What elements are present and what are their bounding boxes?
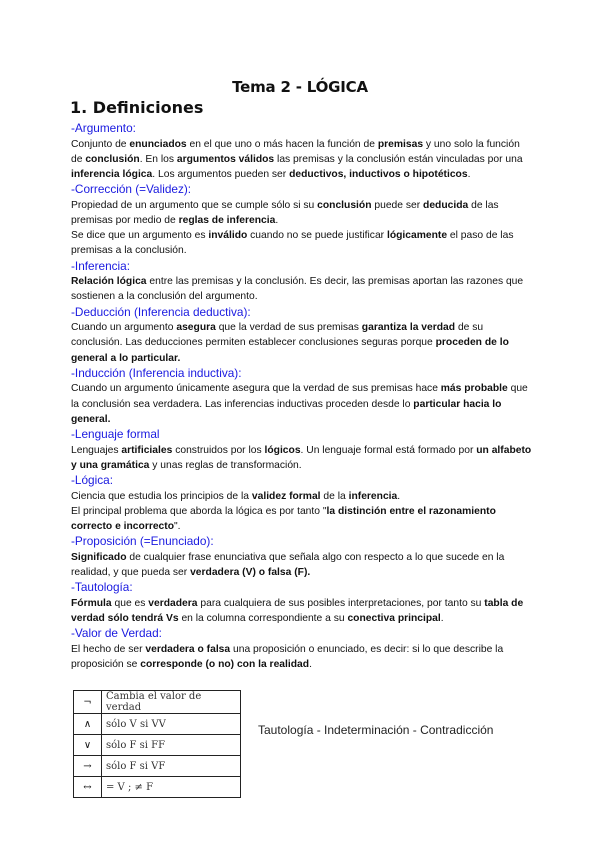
connective-description: sólo F si VF (102, 756, 241, 777)
bold-text: reglas de inferencia (178, 215, 276, 226)
definitions-list (71, 121, 533, 672)
bold-text: particular hacia lo general. (71, 398, 502, 425)
text-run: en la columna correspondiente a su (178, 613, 348, 625)
connective-symbol: ∧ (74, 714, 102, 735)
bold-text: conclusión (85, 153, 140, 165)
connective-description: Cambia el valor de verdad (102, 691, 241, 714)
bold-text: asegura (176, 322, 216, 334)
definition-term: -Argumento: (71, 121, 136, 135)
definition-term: -Proposición (=Enunciado): (71, 534, 214, 549)
text-run: de las premisas por medio de (71, 199, 499, 226)
bold-text: artificiales (121, 444, 173, 456)
bold-text: inferencia lógica (71, 169, 153, 180)
definition-text (71, 320, 533, 366)
text-run: Conjunto de (71, 138, 130, 150)
bold-text: un alfabeto y una gramática (71, 444, 532, 471)
bold-text: verdadera (V) o falsa (F). (190, 567, 311, 579)
connectives-table (73, 690, 241, 798)
text-run: Cuando un argumento únicamente asegura que la verdad de sus premisas hace (71, 383, 441, 395)
bold-text: verdadera (148, 597, 198, 609)
bold-text: corresponde (o no) con la realidad (140, 659, 310, 671)
page-title: Tema 2 - LÓGICA (232, 78, 368, 96)
text-run: cuando no se puede justificar (247, 230, 387, 242)
definition-block (71, 473, 533, 534)
text-run: El principal problema que aborda la lógica es por tanto " (71, 505, 327, 517)
connective-symbol: ∨ (74, 735, 102, 756)
text-run: y uno solo la función de (71, 138, 520, 165)
bold-text: inferencia (348, 490, 398, 502)
bold-text: argumentos válidos (176, 153, 275, 165)
text-run: . En los (139, 153, 177, 165)
bold-text: conectiva principal (347, 613, 441, 625)
text-run: Cuando un argumento (71, 322, 177, 334)
bold-text: premisas (377, 138, 424, 150)
connective-row (74, 756, 241, 777)
bold-text: la distinción entre el razonamiento correcto e incorrecto (71, 505, 496, 533)
definition-text (71, 642, 533, 672)
text-run: puede ser (371, 199, 424, 211)
connective-symbol: ↔ (74, 777, 102, 798)
connectives-table-wrap (73, 690, 241, 798)
text-run: de la (320, 490, 349, 502)
bold-text: inválido (208, 230, 248, 242)
side-note: Tautología - Indeterminación - Contradicción (258, 723, 494, 737)
text-run: entre las premisas y la conclusión. Es decir, las premisas aportan las razones que sostienen a la conclusión del argumento. (71, 276, 524, 303)
text-run: una proposición o enunciado, es decir: si lo que describe la proposición se (71, 643, 504, 671)
definition-block (71, 121, 533, 182)
text-run: . (309, 659, 312, 671)
section-heading: 1. Definiciones (70, 98, 204, 117)
bold-text: lógicos (264, 444, 301, 456)
text-run: . (467, 169, 471, 180)
text-run: El hecho de ser (71, 643, 146, 655)
definition-term: -Inferencia: (71, 258, 131, 273)
connective-description: sólo V si VV (102, 714, 241, 735)
definition-text (71, 489, 533, 535)
definition-term: -Deducción (Inferencia deductiva): (71, 304, 251, 319)
definition-block (71, 259, 533, 305)
text-run: . Un lenguaje formal está formado por (300, 444, 477, 456)
definition-term: -Lógica: (71, 473, 113, 488)
bold-text: garantiza la verdad (361, 322, 456, 334)
definition-text (71, 137, 533, 183)
definition-text (71, 596, 533, 626)
connective-description: = V ; ≠ F (102, 777, 241, 798)
text-run: Se dice que un argumento es (71, 230, 209, 242)
text-run: Propiedad de un argumento que se cumple sólo si su (71, 199, 318, 211)
text-run: que es (111, 597, 149, 609)
definition-term: -Inducción (Inferencia inductiva): (71, 365, 242, 380)
connective-symbol: ¬ (74, 691, 102, 714)
text-run: para cualquiera de sus posibles interpretaciones, por tanto su (197, 597, 485, 609)
definition-text (71, 381, 533, 427)
text-run: y unas reglas de transformación. (149, 459, 302, 471)
definition-text (71, 550, 533, 580)
definition-block (71, 427, 533, 473)
text-run: construidos por los (172, 444, 265, 456)
bold-text: deducida (423, 199, 469, 211)
text-run: en el que uno o más hacen la función de (186, 138, 378, 150)
text-run: Lenguajes (71, 444, 122, 456)
connective-row (74, 735, 241, 756)
text-run: que la verdad de sus premisas (215, 322, 362, 334)
bold-text: lógicamente (386, 230, 448, 242)
bold-text: Relación lógica (71, 276, 147, 288)
text-run: el paso de las premisas a la conclusión. (71, 230, 514, 257)
bold-text: proceden de lo general a lo particular. (71, 337, 509, 364)
definition-block (71, 182, 533, 258)
bold-text: Significado (71, 551, 127, 563)
text-run: de su conclusión. Las deducciones permiten establecer conclusiones seguras porque (71, 322, 484, 349)
bold-text: Fórmula (71, 597, 112, 609)
bold-text: más probable (440, 383, 508, 395)
text-run: las premisas y la conclusión están vinculadas por una (274, 153, 523, 165)
bold-text: validez formal (251, 490, 321, 502)
connective-description: sólo F si FF (102, 735, 241, 756)
definition-text (71, 274, 533, 304)
definition-term: -Valor de Verdad: (71, 626, 162, 641)
bold-text: verdadera o falsa (145, 643, 231, 655)
definition-term: -Corrección (=Validez): (71, 182, 192, 197)
text-run: . (397, 490, 401, 502)
definition-block (71, 580, 533, 626)
definition-text (71, 198, 533, 259)
definition-block (71, 305, 533, 366)
definition-term: -Tautología: (71, 580, 133, 595)
text-run: . Los argumentos pueden ser (152, 169, 290, 180)
bold-text: deductivos, inductivos o hipotéticos (289, 169, 468, 180)
connective-row (74, 714, 241, 735)
definition-block (71, 366, 533, 427)
connective-symbol: → (74, 756, 102, 777)
connective-row (74, 777, 241, 798)
bold-text: conclusión (317, 199, 372, 211)
text-run: Ciencia que estudia los principios de la (71, 490, 252, 502)
connective-row (74, 691, 241, 714)
text-run: que la conclusión sea verdadera. Las inferencias inductivas proceden desde lo (71, 383, 528, 410)
text-run: de cualquier frase enunciativa que señala algo con respecto a lo que sucede en la realidad, y que pueda ser (71, 551, 505, 579)
definition-block (71, 626, 533, 672)
definition-term: -Lenguaje formal (71, 427, 160, 442)
text-run: . (440, 613, 444, 625)
definition-block (71, 534, 533, 580)
bold-text: tabla de verdad sólo tendrá Vs (71, 597, 524, 625)
text-run: . (275, 215, 279, 226)
bold-text: enunciados (129, 138, 187, 150)
text-run: ". (174, 521, 181, 533)
definition-text (71, 443, 533, 473)
